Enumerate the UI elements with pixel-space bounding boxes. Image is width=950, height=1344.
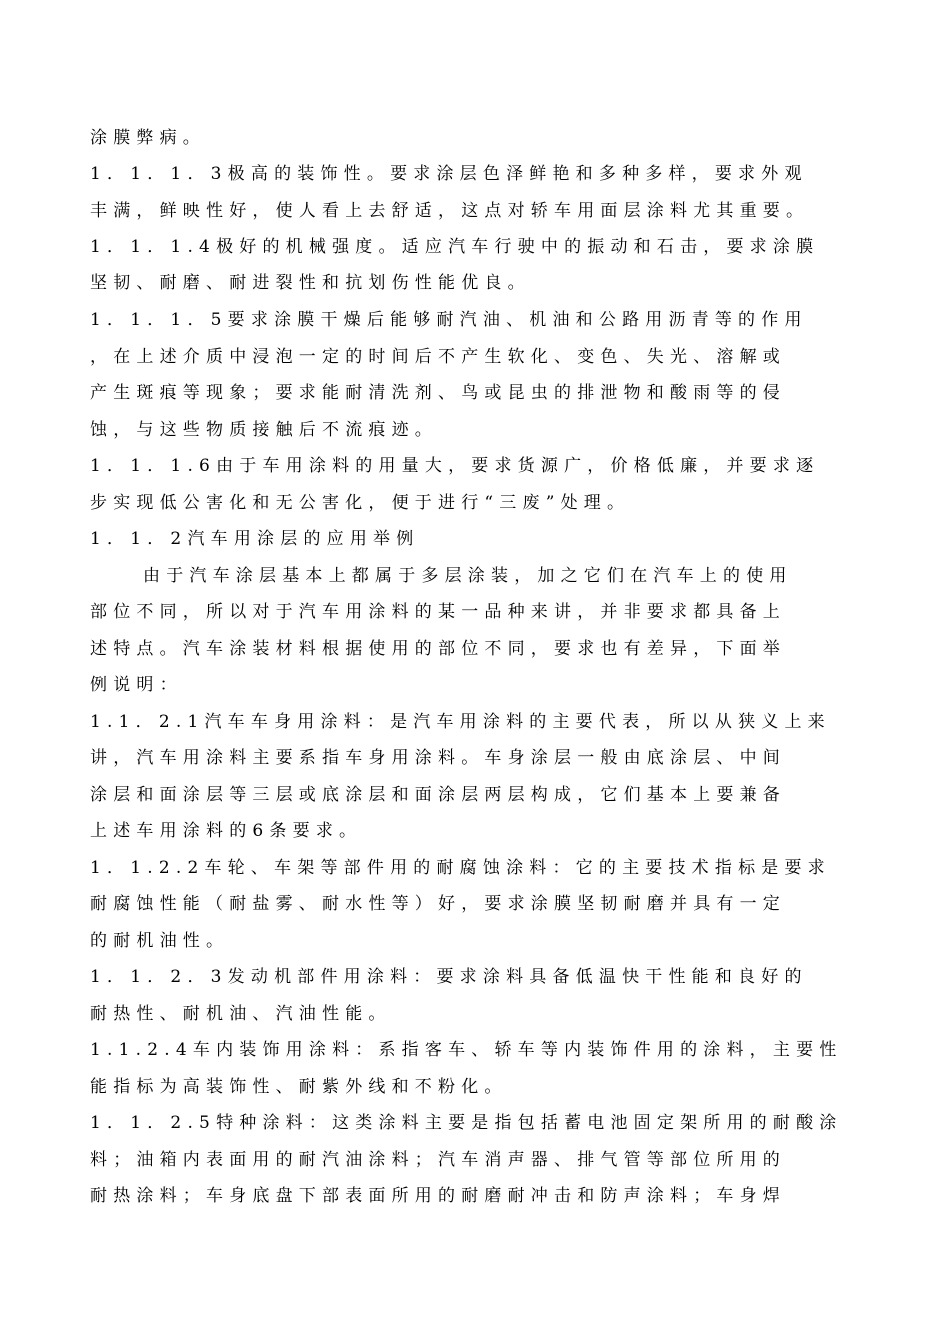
text-line: 1．1.2.2车轮、车架等部件用的耐腐蚀涂料：它的主要技术指标是要求 [90, 858, 831, 878]
text-line: 步实现低公害化和无公害化，便于进行“三废”处理。 [90, 493, 631, 513]
text-line: 1．1．2.5特种涂料：这类涂料主要是指包括蓄电池固定架所用的耐酸涂 [90, 1113, 843, 1133]
text-line: 上述车用涂料的6条要求。 [90, 821, 363, 841]
text-line: 讲，汽车用涂料主要系指车身用涂料。车身涂层一般由底涂层、中间 [90, 748, 786, 768]
text-line: 1．1．2．3发动机部件用涂料：要求涂料具备低温快干性能和良好的 [90, 967, 808, 987]
text-line: 料；油箱内表面用的耐汽油涂料；汽车消声器、排气管等部位所用的 [90, 1150, 786, 1170]
text-line: 耐腐蚀性能（耐盐雾、耐水性等）好，要求涂膜坚韧耐磨并具有一定 [90, 894, 786, 914]
text-line: 例说明： [90, 675, 183, 695]
text-line: 由于汽车涂层基本上都属于多层涂装，加之它们在汽车上的使用 [143, 566, 793, 586]
text-line: 产生斑痕等现象；要求能耐清洗剂、鸟或昆虫的排泄物和酸雨等的侵 [90, 383, 786, 403]
text-line: 蚀，与这些物质接触后不流痕迹。 [90, 420, 438, 440]
text-line: 丰满，鲜映性好，使人看上去舒适，这点对轿车用面层涂料尤其重要。 [90, 201, 810, 221]
section-heading: 1．1．2汽车用涂层的应用举例 [90, 529, 420, 549]
text-line: 1．1．1．5要求涂膜干燥后能够耐汽油、机油和公路用沥青等的作用 [90, 310, 808, 330]
text-line: ，在上述介质中浸泡一定的时间后不产生软化、变色、失光、溶解或 [90, 347, 786, 367]
text-line: 涂层和面涂层等三层或底涂层和面涂层两层构成，它们基本上要兼备 [90, 785, 786, 805]
text-line: 1．1．1.6由于车用涂料的用量大，要求货源广，价格低廉，并要求逐 [90, 456, 820, 476]
text-line: 坚韧、耐磨、耐进裂性和抗划伤性能优良。 [90, 273, 531, 293]
text-line: 能指标为高装饰性、耐紫外线和不粉化。 [90, 1077, 508, 1097]
text-line: 1．1．1．3极高的装饰性。要求涂层色泽鲜艳和多种多样，要求外观 [90, 164, 808, 184]
text-line: 1.1．2.1汽车车身用涂料：是汽车用涂料的主要代表，所以从狭义上来 [90, 712, 831, 732]
text-line: 部位不同，所以对于汽车用涂料的某一品种来讲，并非要求都具备上 [90, 602, 786, 622]
text-line: 1．1．1.4极好的机械强度。适应汽车行驶中的振动和石击，要求涂膜 [90, 237, 820, 257]
text-line: 耐热涂料；车身底盘下部表面所用的耐磨耐冲击和防声涂料；车身焊 [90, 1186, 786, 1206]
text-line: 耐热性、耐机油、汽油性能。 [90, 1004, 392, 1024]
text-line: 述特点。汽车涂装材料根据使用的部位不同，要求也有差异，下面举 [90, 639, 786, 659]
text-line: 的耐机油性。 [90, 931, 230, 951]
text-line: 1.1.2.4车内装饰用涂料：系指客车、轿车等内装饰件用的涂料，主要性 [90, 1040, 843, 1060]
text-line: 涂膜弊病。 [90, 128, 206, 148]
